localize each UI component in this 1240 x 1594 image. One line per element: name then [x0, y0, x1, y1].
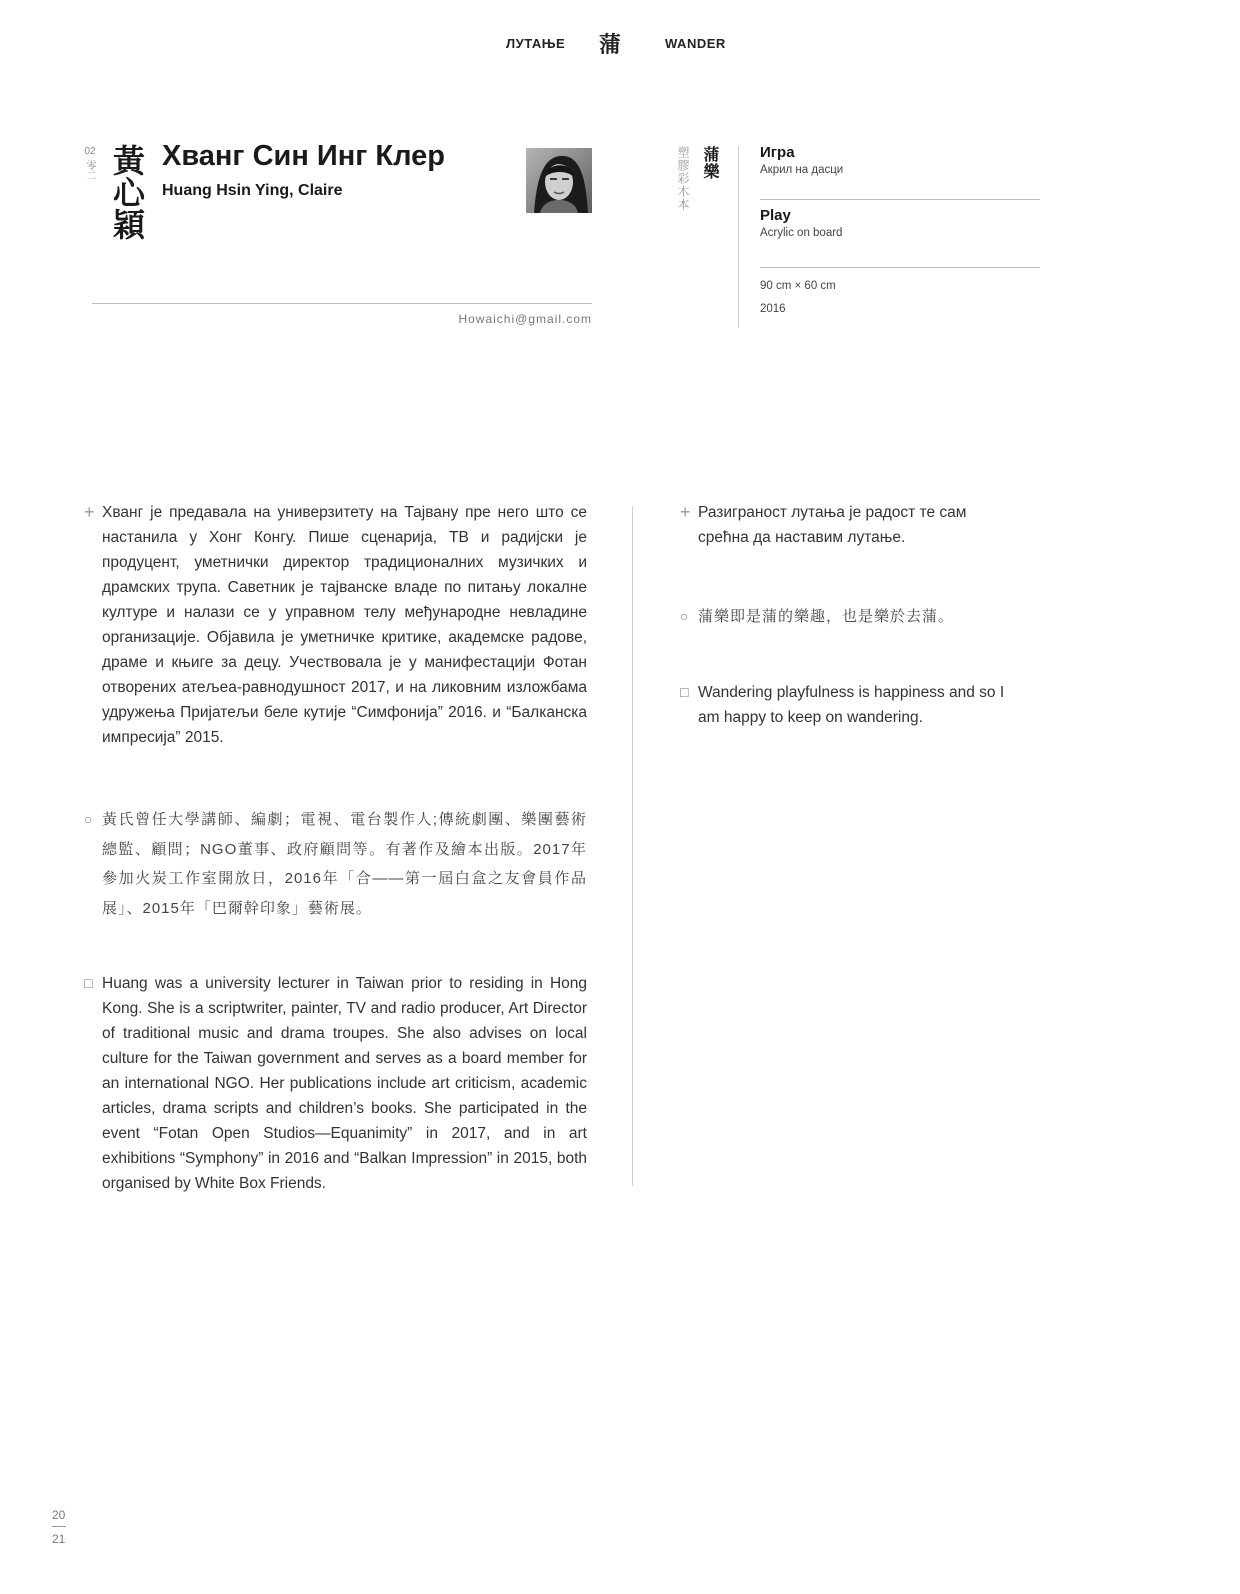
artist-number-digits: 02 — [84, 146, 96, 157]
bio-chinese — [84, 805, 587, 923]
circle-icon: ○ — [84, 811, 94, 827]
statement-english — [680, 680, 1018, 730]
artwork-year: 2016 — [760, 303, 786, 315]
artwork-title-english: Play — [760, 207, 791, 224]
header-label-serbian: ЛУТАЊЕ — [506, 36, 566, 51]
bio-english-text: Huang was a university lecturer in Taiwan prior to residing in Hong Kong. She is a scriptwriter, painter, TV and radio producer, Art Director of traditional music and drama troupes. She also advises on local culture for the Taiwan government and serves as a board member for an international NGO. Her publications include art criticism, academic articles, drama scripts and children’s books. She participated in the event “Fotan Open Studios—Equanimity” in 2017, and in art exhibitions “Symphony” in 2016 and “Balkan Impression” in 2015, both organised by White Box Friends. — [102, 975, 587, 1192]
column-divider — [632, 506, 633, 1186]
artist-number — [84, 146, 96, 180]
circle-icon: ○ — [680, 608, 690, 624]
artwork-medium-chinese: 塑膠彩木本 — [676, 146, 690, 211]
artist-divider — [92, 303, 592, 304]
bio-chinese-text: 黃氏曾任大學講師、編劇；電視、電台製作人;傳統劇團、樂團藝術總監、顧問；NGO董事、政府顧問等。有著作及繪本出版。2017年參加火炭工作室開放日，2016年「合——第一屆白盒之友會員作品展」、2015年「巴爾幹印象」藝術展。 — [102, 811, 587, 917]
bio-serbian-text: Хванг је предавала на универзитету на Тајвану пре него што се настанила у Хонг Конгу. Пише сценарија, ТВ и радијски је продуцент, уметнички директор традиционалних музичких и драмских трупа. Саветник је тајванске владе по питању локалне културе и налази се у управном телу међународне невладине организације. Објавила је уметничке критике, академске радове, драме и књиге за децу. Учествовала је у манифестацији Фотан отворених атељеа-равнодушност 2017, и на ликовним изложбама удружења Пријатељи беле кутије “Симфонија” 2016. и “Балканска импресија” 2015. — [102, 504, 587, 746]
artwork-title-serbian: Игра — [760, 144, 795, 161]
statement-chinese — [680, 602, 1018, 632]
plus-icon: + — [84, 502, 95, 522]
header-label-english: WANDER — [665, 36, 726, 51]
plus-icon: + — [680, 502, 691, 522]
page-number-divider — [52, 1526, 66, 1527]
artwork-title-chinese: 蒲樂 — [701, 146, 718, 180]
artist-portrait — [526, 148, 592, 213]
artist-name-serbian: Хванг Син Инг Клер — [162, 140, 445, 172]
artwork-divider-2 — [760, 267, 1040, 268]
statement-chinese-text: 蒲樂即是蒲的樂趣，也是樂於去蒲。 — [698, 608, 955, 625]
artwork-medium-english: Acrylic on board — [760, 227, 843, 239]
portrait-photo-icon — [526, 148, 592, 213]
artist-name-english: Huang Hsin Ying, Claire — [162, 182, 343, 199]
artwork-vertical-divider — [738, 146, 739, 328]
artist-email[interactable]: Howaichi@gmail.com — [458, 312, 592, 326]
bio-serbian — [84, 500, 587, 750]
page-number-right: 21 — [52, 1532, 66, 1546]
artwork-serbian — [760, 144, 1040, 176]
artist-name-chinese: 黃心穎 — [109, 144, 145, 240]
page-number-left: 20 — [52, 1508, 66, 1522]
artwork-size: 90 cm × 60 cm — [760, 280, 836, 292]
artwork-medium-serbian: Акрил на дасци — [760, 164, 844, 176]
square-icon: □ — [84, 975, 93, 991]
statement-serbian — [680, 500, 978, 550]
square-icon: □ — [680, 684, 689, 700]
bio-english — [84, 971, 587, 1196]
statement-serbian-text: Разиграност лутања је радост те сам срећна да наставим лутање. — [698, 504, 967, 546]
artwork-english — [760, 207, 1040, 239]
statement-english-text: Wandering playfulness is happiness and so I am happy to keep on wandering. — [698, 684, 1005, 726]
artwork-divider-1 — [760, 199, 1040, 200]
artist-number-chinese: 零二 — [84, 160, 95, 180]
header-label-chinese: 蒲 — [599, 32, 622, 57]
